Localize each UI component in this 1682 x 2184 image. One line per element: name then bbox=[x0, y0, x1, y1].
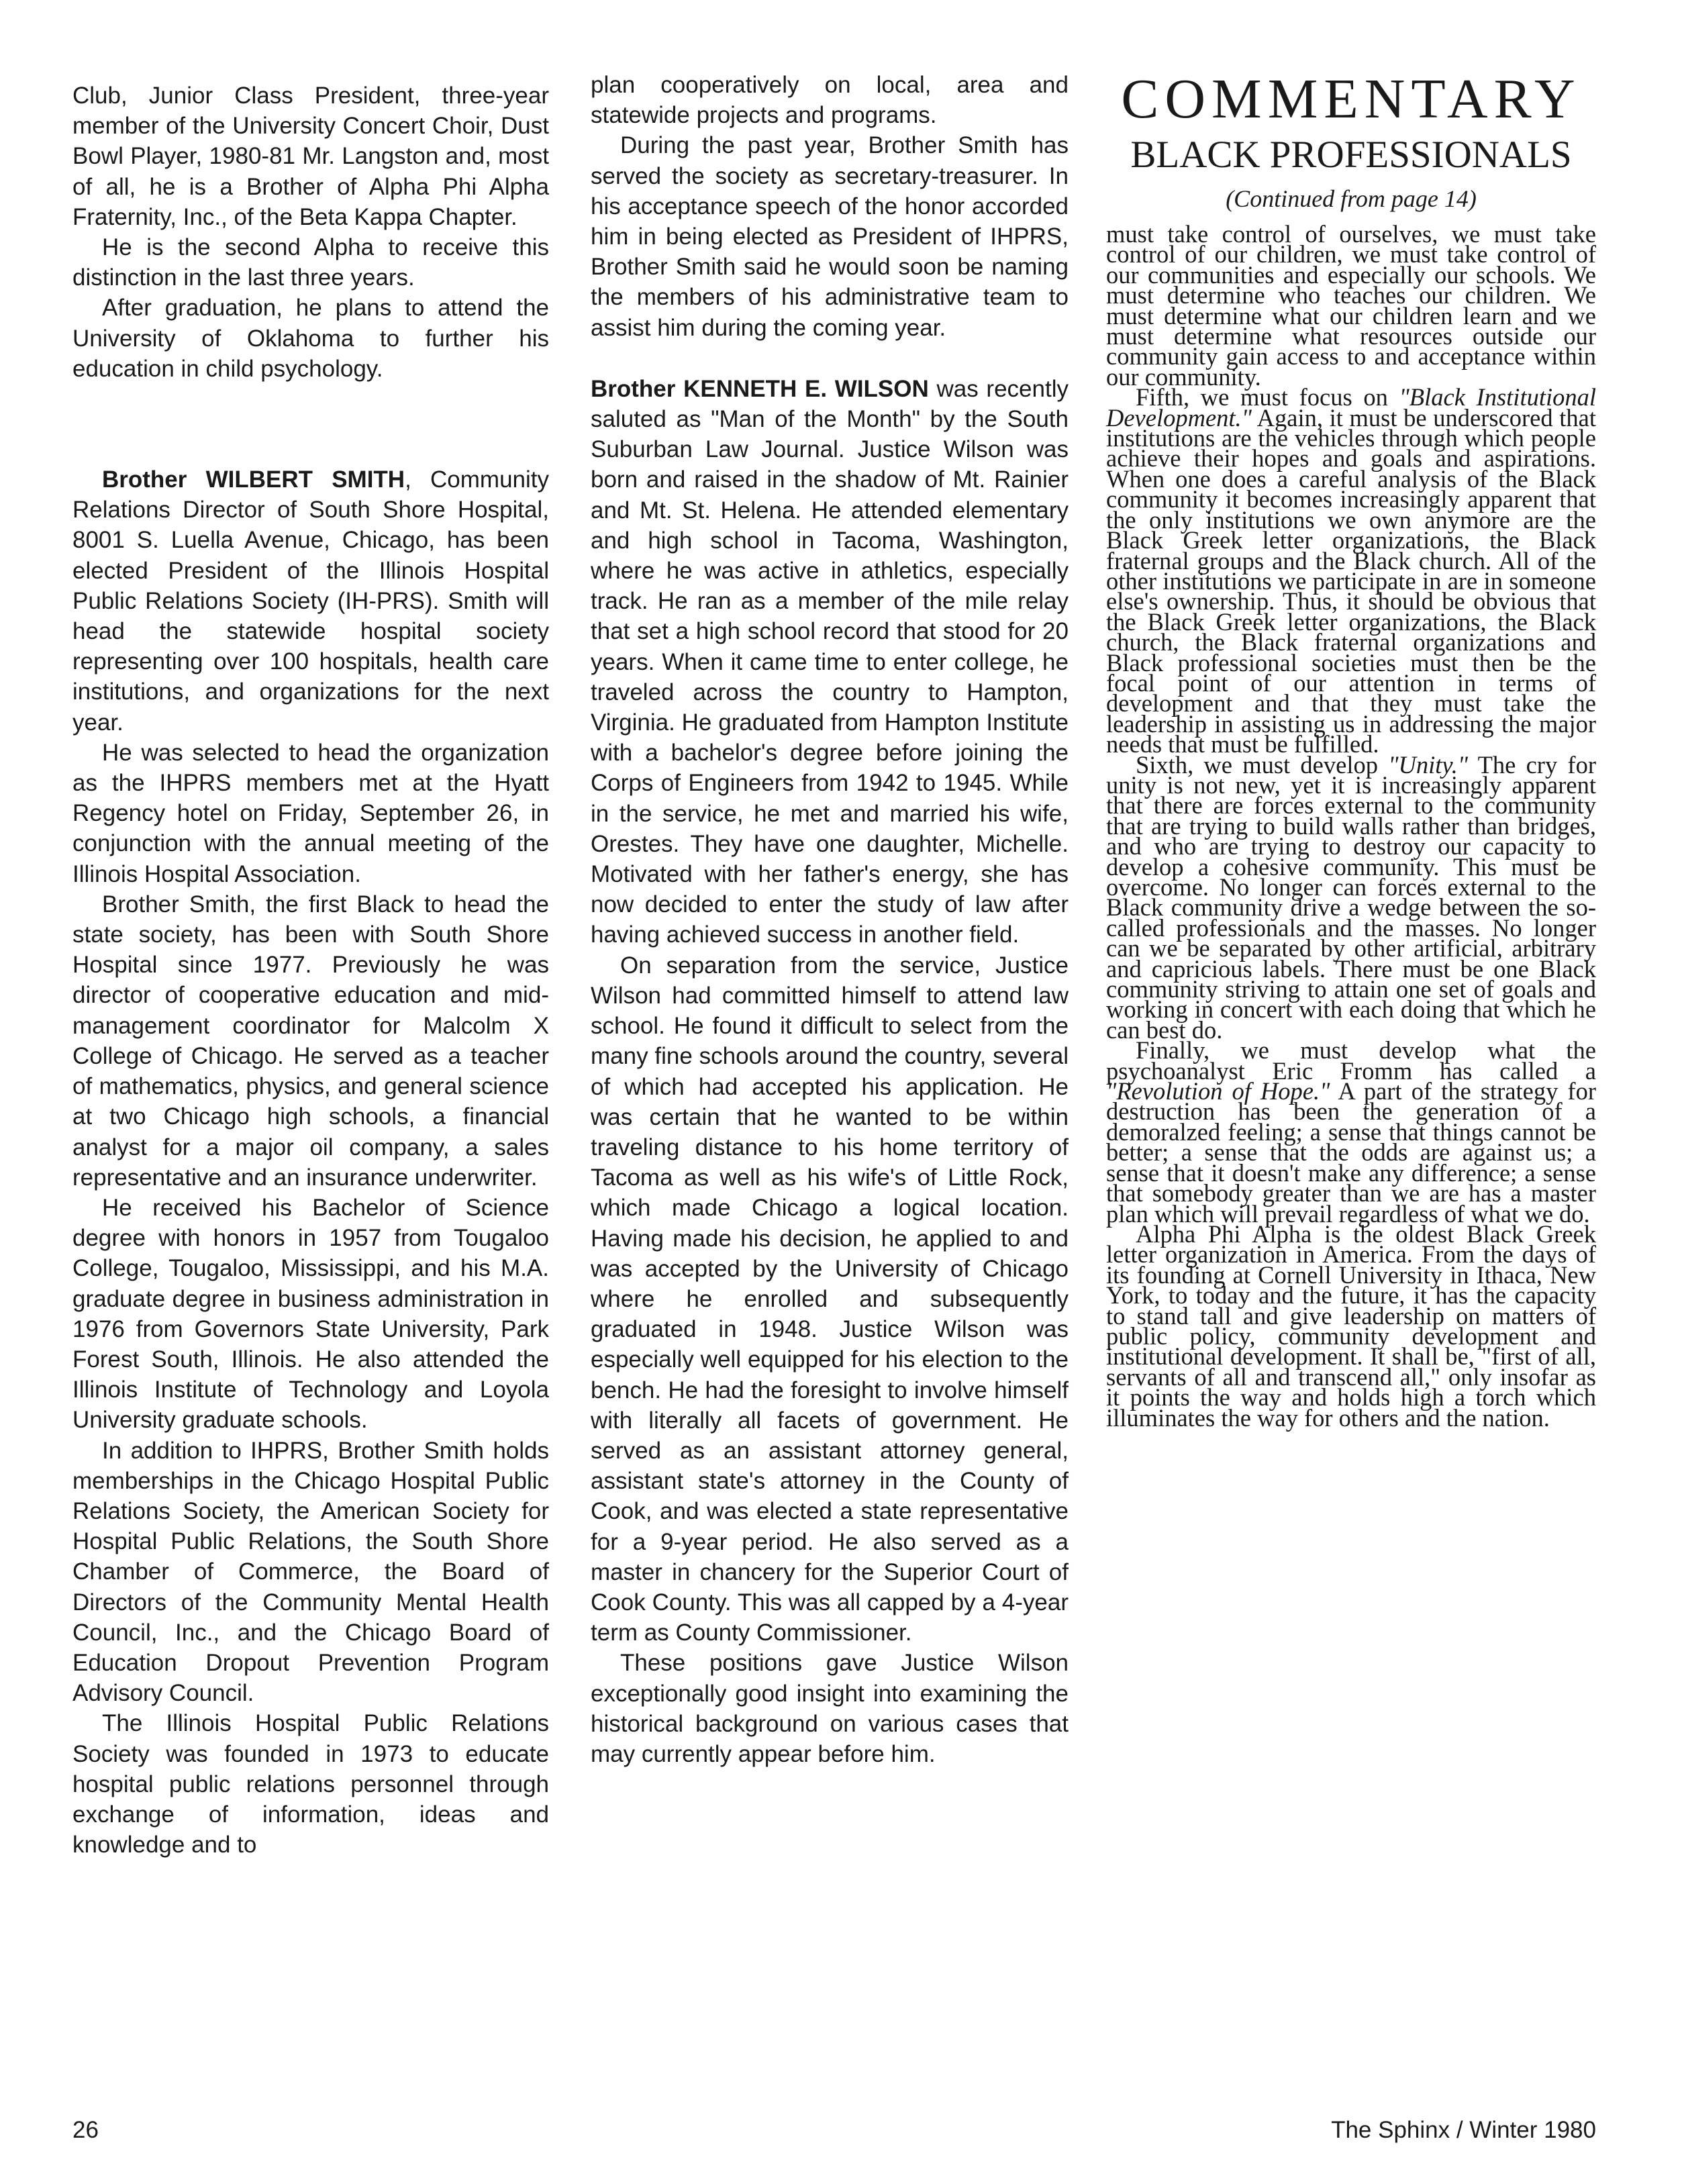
paragraph bbox=[1106, 383, 1597, 758]
left-column bbox=[72, 81, 549, 1860]
paragraph: He received his Bachelor of Science degree with honors in 1957 from Tougaloo College, Tougaloo, Mississippi, and his M.A. graduate degree in business administration in 1976 from Governors State University, Park Forest South, Illinois. He also attended the Illinois Institute of Technology and Loyola University graduate schools. bbox=[72, 1194, 549, 1434]
text-run: Sixth, we must develop bbox=[1136, 750, 1389, 779]
paragraph bbox=[1106, 750, 1596, 1044]
page-number: 26 bbox=[72, 2117, 99, 2143]
smith-lead-paragraph bbox=[72, 464, 549, 738]
text-run: Finally, we must develop what the psychoanalyst Eric Fromm has called a bbox=[1106, 1036, 1596, 1085]
paragraph: must take control of ourselves, we must take control of our children, we must take control of our communities and especially our schools. We must determine who teaches our children. We must determine what our children learn and we must determine what resources outside our community gain access to and acceptance within our community. bbox=[1106, 220, 1596, 391]
carryover-paragraph: plan cooperatively on local, area and statewide projects and programs. bbox=[591, 72, 1069, 129]
paragraph: After graduation, he plans to attend the University of Oklahoma to further his education in child psychology. bbox=[72, 295, 549, 382]
paragraph: Alpha Phi Alpha is the oldest Black Greek letter organization in America. From the days of its founding at Cornell University in Ithaca, New York, to today and the future, it has the capacity to stand tall and give leadership on matters of public policy, community development and institutional development. It shall be, "first of all, servants of all and transcend all," only insofar as it points the way and holds high a torch which illuminates the way for others and the nation. bbox=[1106, 1220, 1596, 1432]
text-run: Fifth, we must focus on bbox=[1136, 383, 1399, 411]
section-kicker: COMMENTARY bbox=[1121, 68, 1581, 130]
wilson-lead-paragraph bbox=[591, 374, 1069, 950]
text-run: Again, it must be underscored that institutions are the vehicles through which people achieve their hopes and goals and aspirations. When one does a careful analysis of the Black community it becomes increasingly apparent that the only institutions we own anymore are the Black Greek letter organizations, the Black fraternal groups and the Black church. All of the other institutions we participate in are in someone else's ownership. Thus, it should be obvious that the Black Greek letter organizations, the Black church, the Black fraternal organizations and Black professional societies must then be the focal point of our attention in terms of development and that they must take the leadership in assisting us in addressing the major needs that must be fulfilled. bbox=[1106, 403, 1596, 758]
paragraph: In addition to IHPRS, Brother Smith holds memberships in the Chicago Hospital Public Relations Society, the American Society for Hospital Public Relations, the South Shore Chamber of Commerce, the Board of Directors of the Community Mental Health Council, Inc., and the Chicago Board of Education Dropout Prevention Program Advisory Council. bbox=[72, 1437, 549, 1707]
paragraph: During the past year, Brother Smith has served the society as secretary-treasurer. In his acceptance speech of the honor accorded him in being elected as President of IHPRS, Brother Smith said he would soon be naming the members of his administrative team to assist him during the coming year. bbox=[591, 132, 1069, 341]
commentary-column bbox=[1106, 67, 1597, 1432]
paragraph: Brother Smith, the first Black to head the state society, has been with South Shore Hospital since 1977. Previously he was director of cooperative education and mid-management coordinator for Malcolm X College of Chicago. He served as a teacher of mathematics, physics, and general science at two Chicago high schools, a financial analyst for a major oil company, a sales representative and an insurance underwriter. bbox=[72, 891, 549, 1191]
continued-note: (Continued from page 14) bbox=[1226, 185, 1477, 212]
paragraph: The Illinois Hospital Public Relations Society was founded in 1973 to educate hospital public relations personnel through exchange of information, ideas and knowledge and to bbox=[72, 1710, 549, 1858]
paragraph: He was selected to head the organization as the IHPRS members met at the Hyatt Regency hotel on Friday, September 26, in conjunction with the annual meeting of the Illinois Hospital Association. bbox=[72, 739, 549, 887]
text-run: A part of the strategy for destruction has been the generation of a demoralzed feeling; a sense that things cannot be better; a sense that the odds are against us; a sense that it doesn't make any difference; a sense that somebody greater than we are has a master plan which will prevail regardless of what we do. bbox=[1106, 1077, 1596, 1228]
wilson-name-label: Brother KENNETH E. WILSON bbox=[591, 375, 929, 402]
paragraph: He is the second Alpha to receive this distinction in the last three years. bbox=[72, 234, 549, 291]
smith-lead-text: , Community Relations Director of South Shore Hospital, 8001 S. Luella Avenue, Chicago, has been elected President of the Illinois Hospital Public Relations Society (IH-PRS). Smith will head the statewide hospital society representing over 100 hospitals, health care institutions, and organizations for the next year. bbox=[72, 466, 549, 736]
intro-paragraph: Club, Junior Class President, three-year member of the University Concert Choir, Dust Bowl Player, 1980-81 Mr. Langston and, most of all, he is a Brother of Alpha Phi Alpha Fraternity, Inc., of the Beta Kappa Chapter. bbox=[72, 83, 549, 230]
paragraph: On separation from the service, Justice Wilson had committed himself to attend law school. He found it difficult to select from the many fine schools around the country, several of which had accepted his application. He was certain that he wanted to be within traveling distance to his home territory of Tacoma as well as his wife's of Little Rock, which made Chicago a logical location. Having made his decision, he applied to and was accepted by the University of Chicago where he enrolled and subsequently graduated in 1948. Justice Wilson was especially well equipped for his election to the bench. He had the foresight to involve himself with literally all facets of government. He served as an assistant attorney general, assistant state's attorney in the County of Cook, and was elected a state representative for a 9-year period. He also served as a master in chancery for the Superior Court of Cook County. This was all capped by a 4-year term as County Commissioner. bbox=[591, 952, 1069, 1646]
emphasis-text: "Black Institutional Development." bbox=[1106, 383, 1597, 432]
emphasis-text: "Revolution of Hope." bbox=[1106, 1077, 1330, 1105]
paragraph: These positions gave Justice Wilson exceptionally good insight into examining the historical background on various cases that may currently appear before him. bbox=[591, 1650, 1069, 1767]
paragraph bbox=[1106, 1036, 1596, 1228]
smith-name-label: Brother WILBERT SMITH bbox=[102, 466, 405, 493]
section-spacer bbox=[72, 384, 549, 464]
middle-column bbox=[591, 70, 1069, 1769]
wilson-lead-text: was recently saluted as "Man of the Month" by the South Suburban Law Journal. Justice Wilson was born and raised in the shadow of Mt. Rainier and Mt. St. Helena. He attended elementary and high school in Tacoma, Washington, where he was active in athletics, especially track. He ran as a member of the mile relay that set a high school record that stood for 20 years. When it came time to enter college, he traveled across the country to Hampton, Virginia. He graduated from Hampton Institute with a bachelor's degree before joining the Corps of Engineers from 1942 to 1945. While in the service, he met and married his wife, Orestes. They have one daughter, Michelle. Motivated with her father's energy, she has now decided to enter the study of law after having achieved success in another field. bbox=[591, 375, 1069, 948]
article-headline: BLACK PROFESSIONALS bbox=[1130, 134, 1572, 176]
publication-footer: The Sphinx / Winter 1980 bbox=[1331, 2117, 1596, 2143]
text-run: The cry for unity is not new, yet it is increasingly apparent that there are forces external to the community that are trying to build walls rather than bridges, and who are trying to destroy our capacity to develop a cohesive community. This must be overcome. No longer can forces external to the Black community drive a wedge between the so-called professionals and the masses. No longer can we be separated by other artificial, arbitrary and capricious labels. There must be one Black community striving to attain one set of goals and working in concert with each doing that which he can best do. bbox=[1106, 750, 1596, 1044]
emphasis-text: "Unity." bbox=[1388, 750, 1469, 779]
